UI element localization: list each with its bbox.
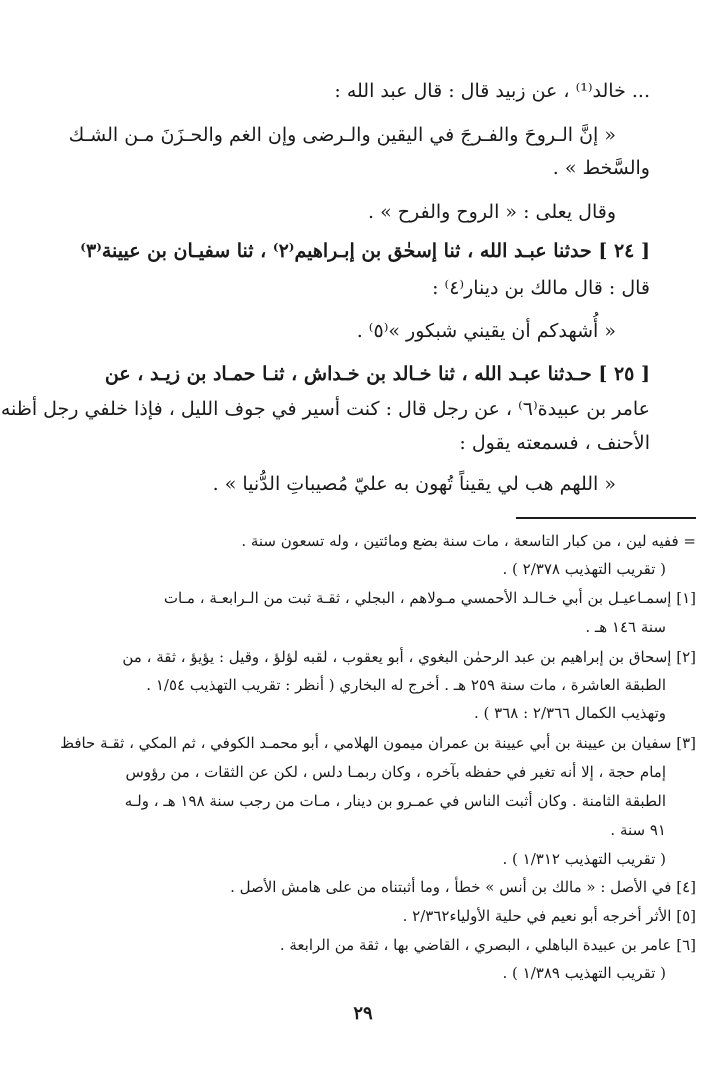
quote-line: « أُشهدكم أن يقيني شبكور »⁽٥⁾ . [356, 320, 616, 342]
footnote-line: ٩١ سنة . [610, 821, 666, 839]
footnote-line: سنة ١٤٦ هـ . [585, 618, 666, 636]
hadith-heading-24: [ ٢٤ ] حدثنا عبـد الله ، ثنا إسحٰق بن إبـراهيم⁽٢⁾ ، ثنا سفيـان بن عيينة⁽٣⁾ [80, 240, 650, 262]
text-line: ... خالد⁽¹⁾ ، عن زبيد قال : قال عبد الله : [334, 80, 650, 102]
footnote-divider [516, 517, 696, 519]
footnote-line: وتهذيب الكمال ٢/٣٦٦ : ٣٦٨ ) . [473, 704, 666, 722]
text-line: والسَّخط » . [552, 157, 650, 179]
quote-line: « اللهم هب لي يقيناً تُهون به عليّ مُصيباتِ الدُّنيا » . [212, 473, 616, 495]
footnote-line: إمام حجة ، إلا أنه تغير في حفظه بآخره ، وكان ربمـا دلس ، لكن عن الثقات ، من رؤوس [125, 763, 666, 781]
text-line: وقال يعلى : « الروح والفرح » . [368, 201, 616, 223]
footnote-line: = ففيه لين ، من كبار التاسعة ، مات سنة بضع ومائتين ، وله تسعون سنة . [241, 532, 696, 550]
text-line: عامر بن عبيدة⁽٦⁾ ، عن رجل قال : كنت أسير في جوف الليل ، فإذا خلفي رجل أظنه [0, 398, 650, 420]
page-number: ٢٩ [353, 1003, 373, 1024]
quote-line: « إنَّ الـروحَ والفـرجَ في اليقين والـرضى وإن الغم والحـزَنَ مـن الشـك [68, 124, 616, 146]
hadith-heading-25: [ ٢٥ ] حـدثنا عبـد الله ، ثنا خـالد بن خـداش ، ثنـا حمـاد بن زيـد ، عن [104, 363, 650, 385]
footnote-line: [٤] في الأصل : « مالك بن أنس » خطأ ، وما أثبتناه من على هامش الأصل . [230, 878, 696, 896]
text-line: الأحنف ، فسمعته يقول : [459, 432, 650, 454]
footnote-line: ( تقريب التهذيب ١/٣١٢ ) . [502, 850, 666, 868]
footnote-line: [٥] الأثر أخرجه أبو نعيم في حلية الأولياء٢/٣٦٢ . [402, 907, 696, 925]
footnote-line: [٦] عامر بن عبيدة الباهلي ، البصري ، القاضي بها ، ثقة من الرابعة . [279, 936, 696, 954]
footnote-line: الطبقة العاشرة ، مات سنة ٢٥٩ هـ . أخرج له البخاري ( أنظر : تقريب التهذيب ١/٥٤ . [146, 676, 666, 694]
footnote-line: [٢] إسحاق بن إبراهيم بن عبد الرحمٰن البغوي ، أبو يعقوب ، لقبه لؤلؤ ، وقيل : يؤيؤ ، ثقة ، من [122, 648, 696, 666]
footnote-line: الطبقة الثامنة . وكان أثبت الناس في عمـرو بن دينار ، مـات من رجب سنة ١٩٨ هـ ، ولـه [124, 792, 666, 810]
footnote-line: [٣] سفيان بن عيينة بن أبي عيينة بن عمران ميمون الهلامي ، أبو محمـد الكوفي ، ثم المكي ، ثقـة حافظ [60, 734, 696, 752]
footnote-line: [١] إسمـاعيـل بن أبي خـالـد الأحمسي مـولاهم ، البجلي ، ثقـة ثبت من الـرابعـة ، مـات [163, 589, 696, 607]
text-line: قال : قال مالك بن دينار⁽٤⁾ : [432, 277, 650, 299]
footnote-line: ( تقريب التهذيب ١/٣٨٩ ) . [502, 964, 666, 982]
footnote-line: ( تقريب التهذيب ٢/٣٧٨ ) . [502, 560, 666, 578]
